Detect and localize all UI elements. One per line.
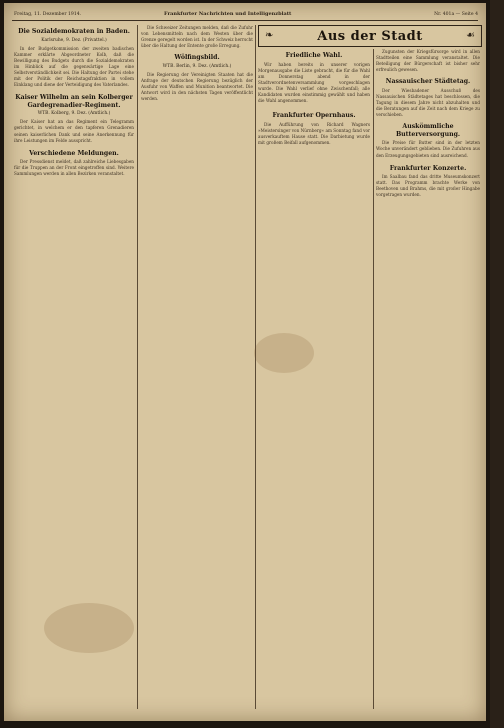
masthead-rule	[12, 20, 478, 21]
article-text: Die Regierung der Vereinigten Staaten hat die Anfrage der deutschen Regierung bezüglich der Ausfuhr von Waffen und Munition beantwortet. Die Antwort wird in den nächsten Tagen veröffentlicht werden.	[141, 71, 253, 102]
headline: Wölfingsbild.	[174, 54, 220, 62]
article-text: Der Wiesbadener Ausschuß des Nassauischen Städtetages hat beschlossen, die Tagung in diesem Jahre nicht abzuhalten und die Beratungen auf die Zeit nach dem Kriege zu verschieben.	[376, 87, 480, 118]
article-text: Der Pressdienst meldet, daß zahlreiche Liebesgaben für die Truppen an der Front eingetroffen sind. Weitere Sammlungen werden in allen Bezirken veranstaltet.	[14, 159, 134, 177]
article-text: Wir haben bereits in unserer vorigen Morgenausgabe die Liste gebracht, die für die Wahl am Donnerstag abend in der Stadtverordnetenversammlung vorgeschlagen wurde. Die Wahl verlief ohne Zwischenfall; alle Kandidaten wurden einstimmig gewählt und haben die Wahl angenommen.	[258, 61, 370, 104]
newspaper-page	[4, 3, 486, 721]
headline: Frankfurter Konzerte.	[389, 164, 467, 172]
column-3	[258, 49, 370, 713]
headline: Nassauischer Städtetag.	[385, 78, 471, 86]
newspaper-title: Frankfurter Nachrichten und Intelligenzblatt	[164, 11, 292, 17]
ornament-icon: ☙	[466, 30, 475, 41]
headline: Friedliche Wahl.	[285, 52, 343, 59]
article-text: Die Aufführung von Richard Wagners »Meistersinger von Nürnberg« am Sonntag fand vor ausverkauftem Hause statt. Die Darbietung wurde mit großem Beifall aufgenommen.	[258, 121, 370, 145]
page-edge-shadow	[490, 0, 504, 728]
headline: Verschiedene Meldungen.	[29, 149, 119, 157]
subheadline: WTB. Kolberg, 9. Dez. (Amtlich.)	[37, 111, 111, 117]
column-4	[376, 49, 480, 713]
article-text: Die Schweizer Zeitungen melden, daß die Zufuhr von Lebensmitteln nach dem Westen über die Grenze geregelt worden ist. In der Schweiz herrscht über die Haltung der Entente große Erregung.	[141, 25, 253, 49]
article-text: Im Saalbau fand das dritte Museumskonzert statt. Das Programm brachte Werke von Beethoven und Brahms, die mit großer Hingabe vorgetragen wurden.	[376, 174, 480, 198]
dateline: Karlsruhe, 9. Dez. (Privattel.)	[41, 37, 107, 43]
ornament-icon: ❧	[265, 30, 274, 41]
section-banner	[258, 25, 482, 47]
column-2	[141, 25, 253, 713]
issue-number: Nr. 401a — Seite 4	[434, 12, 478, 17]
masthead	[14, 9, 478, 19]
headline: Kaiser Wilhelm an sein Kolberger Gardegrenadier-Regiment.	[15, 94, 133, 109]
article-text: Der Kaiser hat an das Regiment ein Telegramm gerichtet, in welchem er den tapferen Grenadieren seinen kaiserlichen Dank und seine Anerkennung für ihre Leistungen im Felde ausspricht.	[14, 119, 134, 143]
dateline: WTB. Berlin, 9. Dez. (Amtlich.)	[162, 63, 232, 69]
headline: Auskömmliche Butterversorgung.	[395, 123, 461, 138]
article-text: Die Preise für Butter sind in der letzten Woche unverändert geblieben. Die Zufuhren aus den Erzeugungsgebieten sind ausreichend.	[376, 140, 480, 158]
headline: Die Sozialdemokraten in Baden.	[18, 28, 130, 35]
section-title: Aus der Stadt	[317, 28, 423, 44]
issue-date: Freitag, 11. Dezember 1914.	[14, 12, 82, 17]
headline: Frankfurter Opernhaus.	[272, 112, 356, 120]
article-text: In der Budgetkommission der zweiten badischen Kammer erklärte Abgeordneter Kolb, daß die Bewilligung des Budgets durch die Sozialdemokraten im Hinblick auf die gegenwärtige Lage eine Selbstverständlichkeit sei. Die Haltung der Partei stehe mit der Politik der Reichstagsfraktion in vollem Einklang und diene der Verteidigung des Vaterlandes.	[14, 45, 134, 88]
article-text: Zugunsten der Kriegsfürsorge wird in allen Stadtteilen eine Sammlung veranstaltet. Die Beteiligung der Bürgerschaft ist bisher sehr erfreulich gewesen.	[376, 49, 480, 73]
